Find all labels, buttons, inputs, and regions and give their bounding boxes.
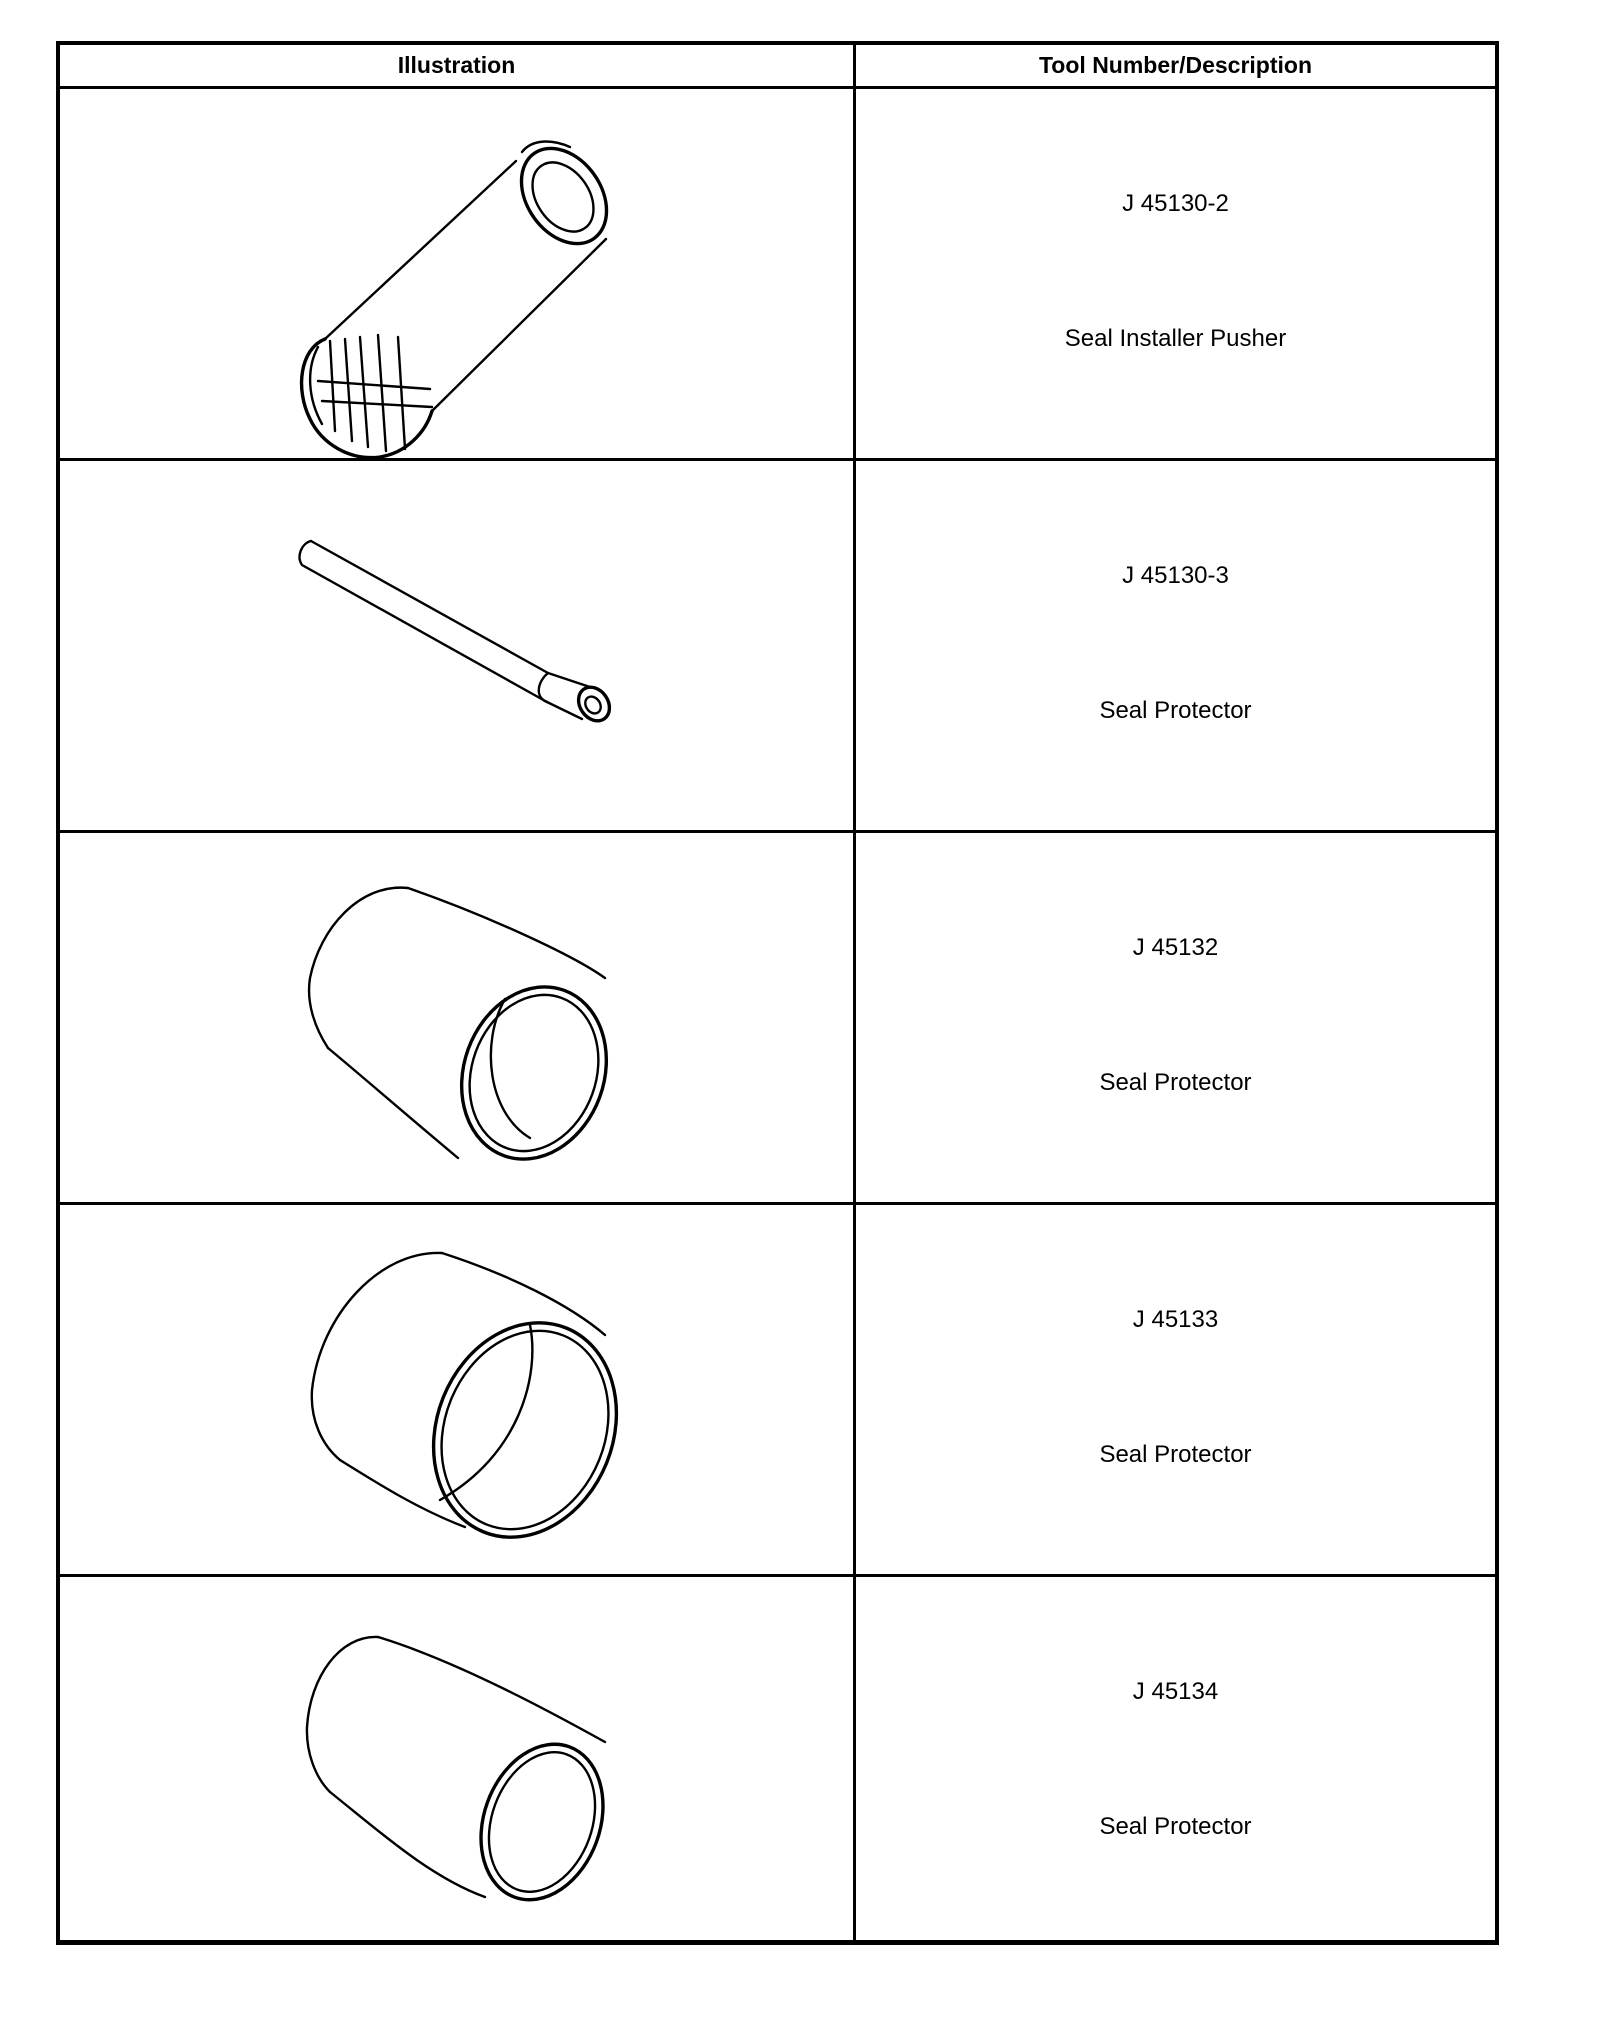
- tool-info-cell: [856, 1205, 1495, 1574]
- table-row: [60, 833, 1495, 1205]
- seal-installer-pusher-icon: [60, 89, 853, 458]
- tool-info-cell: [856, 1577, 1495, 1940]
- table-row: [60, 461, 1495, 833]
- illustration-cell: [60, 833, 856, 1202]
- header-label-tool: Tool Number/Description: [1038, 52, 1313, 78]
- seal-protector-sleeve-icon: [60, 833, 853, 1202]
- table-header-row: [60, 45, 1495, 89]
- illustration-cell: [60, 1577, 856, 1940]
- tool-description: Seal Installer Pusher: [1064, 325, 1287, 352]
- illustration-cell: [60, 1205, 856, 1574]
- header-cell-tool: [856, 45, 1495, 86]
- tool-info-cell: [856, 833, 1495, 1202]
- header-label-illustration: Illustration: [397, 52, 516, 78]
- tool-table: [56, 41, 1499, 1945]
- tool-number: J 45134: [1132, 1678, 1219, 1705]
- tool-info-cell: [856, 89, 1495, 458]
- tool-description: Seal Protector: [1099, 1441, 1252, 1468]
- tool-number: J 45132: [1132, 934, 1219, 961]
- tool-info-cell: [856, 461, 1495, 830]
- illustration-cell: [60, 461, 856, 830]
- header-cell-illustration: [60, 45, 856, 86]
- tool-number: J 45133: [1132, 1306, 1219, 1333]
- illustration-cell: [60, 89, 856, 458]
- table-row: [60, 1205, 1495, 1577]
- tool-number: J 45130-3: [1122, 562, 1229, 589]
- seal-protector-rod-icon: [60, 461, 853, 830]
- tool-number: J 45130-2: [1122, 190, 1229, 217]
- table-row: [60, 1577, 1495, 1940]
- tool-description: Seal Protector: [1099, 1813, 1252, 1840]
- seal-protector-sleeve-icon: [60, 1205, 853, 1574]
- seal-protector-sleeve-icon: [60, 1577, 853, 1940]
- tool-description: Seal Protector: [1099, 697, 1252, 724]
- tool-description: Seal Protector: [1099, 1069, 1252, 1096]
- table-row: [60, 89, 1495, 461]
